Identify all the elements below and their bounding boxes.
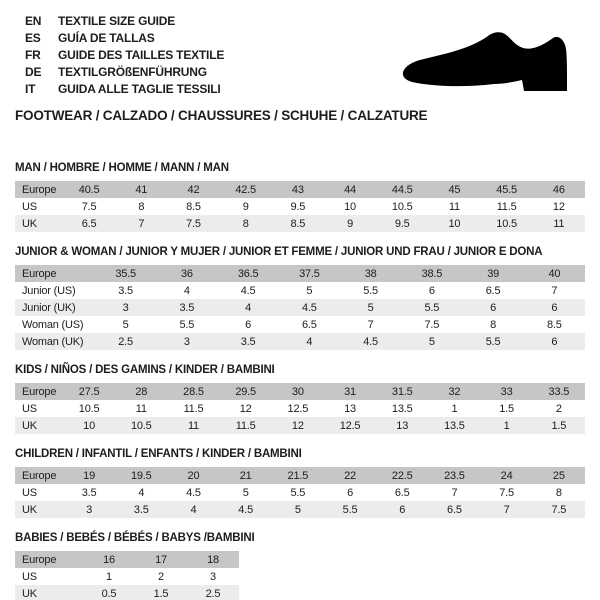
language-code: DE — [25, 65, 42, 79]
size-cell: 3.5 — [156, 299, 217, 316]
size-table-man — [15, 181, 585, 232]
size-cell: 35.5 — [95, 265, 156, 282]
size-cell: 5.5 — [463, 333, 524, 350]
size-cell: 5.5 — [401, 299, 462, 316]
table-row-woman-uk — [15, 333, 585, 350]
size-cell: 33.5 — [533, 383, 585, 400]
size-section-man — [15, 162, 585, 232]
row-label: UK — [15, 417, 63, 434]
language-line-de — [25, 64, 224, 81]
size-cell: 8.5 — [272, 215, 324, 232]
language-code: EN — [25, 14, 42, 28]
row-label: US — [22, 486, 37, 499]
table-row-junior-uk — [15, 299, 585, 316]
size-cell: 3.5 — [115, 501, 167, 518]
table-row-woman-us — [15, 316, 585, 333]
size-cell: 4 — [167, 501, 219, 518]
size-cell: 1.5 — [499, 402, 514, 415]
size-cell: 6.5 — [63, 215, 115, 232]
row-label: UK — [15, 501, 63, 518]
size-cell: 23.5 — [428, 467, 480, 484]
size-cell: 8 — [220, 215, 272, 232]
size-cell: 0.5 — [83, 585, 135, 600]
size-cell: 4.5 — [186, 486, 201, 499]
language-line-en — [25, 13, 224, 30]
size-cell: 6 — [428, 284, 435, 297]
category-header: FOOTWEAR / CALZADO / CHAUSSURES / SCHUHE / CALZATURE — [15, 108, 428, 123]
row-label: Europe — [15, 181, 63, 198]
size-cell: 5 — [306, 284, 313, 297]
size-table-kids — [15, 383, 585, 434]
size-cell: 4.5 — [279, 299, 340, 316]
size-cell: 8 — [490, 318, 497, 331]
size-cell: 31 — [324, 383, 376, 400]
size-cell: 6 — [524, 299, 585, 316]
size-cell: 7 — [481, 501, 533, 518]
size-cell: 21.5 — [272, 467, 324, 484]
size-cell: 7.5 — [499, 486, 514, 499]
table-row-us — [15, 484, 585, 501]
size-cell: 7 — [551, 284, 558, 297]
size-cell: 5.5 — [179, 318, 195, 331]
size-cell: 11 — [448, 200, 460, 213]
size-cell: 7.5 — [81, 200, 97, 213]
table-row-uk — [15, 215, 585, 232]
language-label: TEXTILGRÖßENFÜHRUNG — [58, 65, 207, 79]
table-row-europe — [15, 383, 585, 400]
size-cell: 5.5 — [363, 284, 378, 297]
size-section-kids — [15, 364, 585, 434]
language-label: GUIDA ALLE TAGLIE TESSILI — [58, 82, 221, 96]
size-cell: 1.5 — [135, 585, 187, 600]
section-title: BABIES / BEBÉS / BÉBÉS / BABYS /BAMBINI — [15, 532, 255, 544]
size-cell: 7 — [367, 318, 374, 331]
size-cell: 10.5 — [78, 402, 100, 415]
size-cell: 6 — [347, 486, 353, 499]
size-table-babies — [15, 551, 239, 600]
language-code: FR — [25, 48, 41, 62]
row-label: Junior (US) — [22, 284, 76, 297]
size-cell: 3 — [95, 299, 156, 316]
size-cell: 8.5 — [547, 318, 562, 331]
size-cell: 10 — [63, 417, 115, 434]
size-cell: 6 — [463, 299, 524, 316]
row-label: Junior (UK) — [15, 299, 95, 316]
row-label: US — [22, 200, 37, 213]
size-cell: 3.5 — [218, 333, 279, 350]
section-title: CHILDREN / INFANTIL / ENFANTS / KINDER / BAMBINI — [15, 448, 302, 460]
table-row-uk — [15, 585, 239, 600]
size-cell: 4.5 — [220, 501, 272, 518]
language-label: GUÍA DE TALLAS — [58, 31, 155, 45]
language-line-es — [25, 30, 224, 47]
size-cell: 13.5 — [391, 402, 413, 415]
table-row-us — [15, 198, 585, 215]
size-cell: 3 — [63, 501, 115, 518]
size-cell: 19.5 — [115, 467, 167, 484]
size-cell: 45 — [428, 181, 480, 198]
size-cell: 40 — [524, 265, 585, 282]
size-cell: 11.5 — [183, 402, 204, 415]
table-row-europe — [15, 551, 239, 568]
table-row-junior-us — [15, 282, 585, 299]
size-cell: 13 — [344, 402, 356, 415]
language-line-it — [25, 81, 224, 98]
size-cell: 7.5 — [533, 501, 585, 518]
size-cell: 22 — [324, 467, 376, 484]
size-cell: 6 — [376, 501, 428, 518]
row-label: UK — [15, 585, 83, 600]
size-cell: 1 — [106, 570, 112, 583]
size-cell: 12.5 — [287, 402, 309, 415]
size-cell: 20 — [167, 467, 219, 484]
size-table-children — [15, 467, 585, 518]
language-label: TEXTILE SIZE GUIDE — [58, 14, 176, 28]
section-title: MAN / HOMBRE / HOMME / MANN / MAN — [15, 162, 229, 174]
size-cell: 6 — [245, 318, 252, 331]
size-cell: 17 — [135, 551, 187, 568]
size-cell: 9.5 — [376, 215, 428, 232]
size-cell: 1 — [451, 402, 458, 415]
language-code: IT — [25, 82, 36, 96]
size-cell: 11 — [167, 417, 219, 434]
size-cell: 8 — [138, 200, 145, 213]
size-cell: 13 — [376, 417, 428, 434]
size-cell: 4 — [138, 486, 145, 499]
size-tables — [15, 162, 585, 600]
size-cell: 2 — [555, 402, 562, 415]
size-cell: 44 — [324, 181, 376, 198]
size-cell: 4.5 — [340, 333, 401, 350]
size-cell: 4 — [279, 333, 340, 350]
table-row-us — [15, 568, 239, 585]
table-row-europe — [15, 467, 585, 484]
size-table-junior-woman — [15, 265, 585, 350]
size-cell: 6.5 — [485, 284, 501, 297]
size-cell: 41 — [115, 181, 167, 198]
size-cell: 43 — [272, 181, 324, 198]
size-cell: 36 — [156, 265, 217, 282]
shoe-icon — [400, 16, 580, 108]
size-cell: 21 — [220, 467, 272, 484]
table-row-uk — [15, 417, 585, 434]
size-section-babies — [15, 532, 585, 600]
size-cell: 5.5 — [324, 501, 376, 518]
table-row-europe — [15, 265, 585, 282]
language-title-list — [25, 13, 224, 98]
row-label: UK — [15, 215, 63, 232]
size-cell: 19 — [63, 467, 115, 484]
size-cell: 9.5 — [290, 200, 306, 213]
size-cell: 3 — [210, 570, 216, 583]
size-cell: 30 — [272, 383, 324, 400]
size-cell: 6.5 — [394, 486, 410, 499]
size-cell: 2 — [158, 570, 164, 583]
size-cell: 2.5 — [187, 585, 239, 600]
size-cell: 4 — [183, 284, 190, 297]
row-label: US — [22, 570, 37, 583]
size-cell: 28 — [115, 383, 167, 400]
size-cell: 6 — [524, 333, 585, 350]
size-cell: 5 — [340, 299, 401, 316]
size-cell: 4.5 — [240, 284, 256, 297]
size-cell: 1.5 — [533, 417, 585, 434]
size-cell: 2.5 — [95, 333, 156, 350]
language-line-fr — [25, 47, 224, 64]
size-cell: 40.5 — [63, 181, 115, 198]
size-cell: 5 — [122, 318, 129, 331]
size-cell: 42.5 — [220, 181, 272, 198]
size-cell: 24 — [481, 467, 533, 484]
section-title: KIDS / NIÑOS / DES GAMINS / KINDER / BAMBINI — [15, 364, 275, 376]
size-cell: 9 — [242, 200, 249, 213]
size-cell: 4 — [218, 299, 279, 316]
size-cell: 11.5 — [496, 200, 517, 213]
size-cell: 3.5 — [118, 284, 133, 297]
size-cell: 46 — [533, 181, 585, 198]
size-cell: 11 — [533, 215, 585, 232]
row-label: Woman (UK) — [15, 333, 95, 350]
row-label: Europe — [15, 383, 63, 400]
size-cell: 7.5 — [424, 318, 440, 331]
size-cell: 27.5 — [63, 383, 115, 400]
size-cell: 3 — [156, 333, 217, 350]
size-cell: 38.5 — [401, 265, 462, 282]
size-cell: 37.5 — [279, 265, 340, 282]
size-cell: 7.5 — [167, 215, 219, 232]
size-cell: 13.5 — [428, 417, 480, 434]
size-cell: 32 — [428, 383, 480, 400]
row-label: Europe — [15, 265, 95, 282]
size-cell: 7 — [451, 486, 458, 499]
size-cell: 10.5 — [481, 215, 533, 232]
size-cell: 45.5 — [481, 181, 533, 198]
size-cell: 36.5 — [218, 265, 279, 282]
size-cell: 8.5 — [186, 200, 201, 213]
language-label: GUIDE DES TAILLES TEXTILE — [58, 48, 225, 62]
language-code: ES — [25, 31, 41, 45]
size-cell: 16 — [83, 551, 135, 568]
size-cell: 12 — [239, 402, 252, 415]
size-cell: 29.5 — [220, 383, 272, 400]
size-cell: 10 — [428, 215, 480, 232]
size-cell: 12 — [272, 417, 324, 434]
table-row-europe — [15, 181, 585, 198]
row-label: Europe — [15, 551, 83, 568]
row-label: Woman (US) — [22, 318, 84, 331]
size-cell: 3.5 — [81, 486, 97, 499]
size-cell: 6.5 — [302, 318, 317, 331]
size-cell: 5 — [401, 333, 462, 350]
size-cell: 39 — [463, 265, 524, 282]
size-cell: 10 — [344, 200, 356, 213]
size-cell: 10.5 — [115, 417, 167, 434]
size-cell: 12.5 — [324, 417, 376, 434]
table-row-us — [15, 400, 585, 417]
size-cell: 11 — [135, 402, 147, 415]
size-cell: 9 — [324, 215, 376, 232]
size-cell: 10.5 — [391, 200, 413, 213]
row-label: Europe — [15, 467, 63, 484]
size-section-junior-woman — [15, 246, 585, 350]
size-cell: 33 — [481, 383, 533, 400]
size-cell: 8 — [555, 486, 562, 499]
table-row-uk — [15, 501, 585, 518]
size-cell: 5.5 — [290, 486, 306, 499]
row-label: US — [22, 402, 37, 415]
size-cell: 31.5 — [376, 383, 428, 400]
size-cell: 11.5 — [220, 417, 272, 434]
size-cell: 18 — [187, 551, 239, 568]
size-cell: 38 — [340, 265, 401, 282]
size-cell: 5 — [242, 486, 249, 499]
size-section-children — [15, 448, 585, 518]
size-cell: 25 — [533, 467, 585, 484]
size-cell: 28.5 — [167, 383, 219, 400]
size-cell: 7 — [115, 215, 167, 232]
section-title: JUNIOR & WOMAN / JUNIOR Y MUJER / JUNIOR ET FEMME / JUNIOR UND FRAU / JUNIOR E DONA — [15, 246, 543, 258]
size-cell: 12 — [552, 200, 565, 213]
size-cell: 1 — [481, 417, 533, 434]
size-cell: 5 — [272, 501, 324, 518]
size-cell: 6.5 — [428, 501, 480, 518]
size-cell: 42 — [167, 181, 219, 198]
size-cell: 22.5 — [376, 467, 428, 484]
size-cell: 44.5 — [376, 181, 428, 198]
